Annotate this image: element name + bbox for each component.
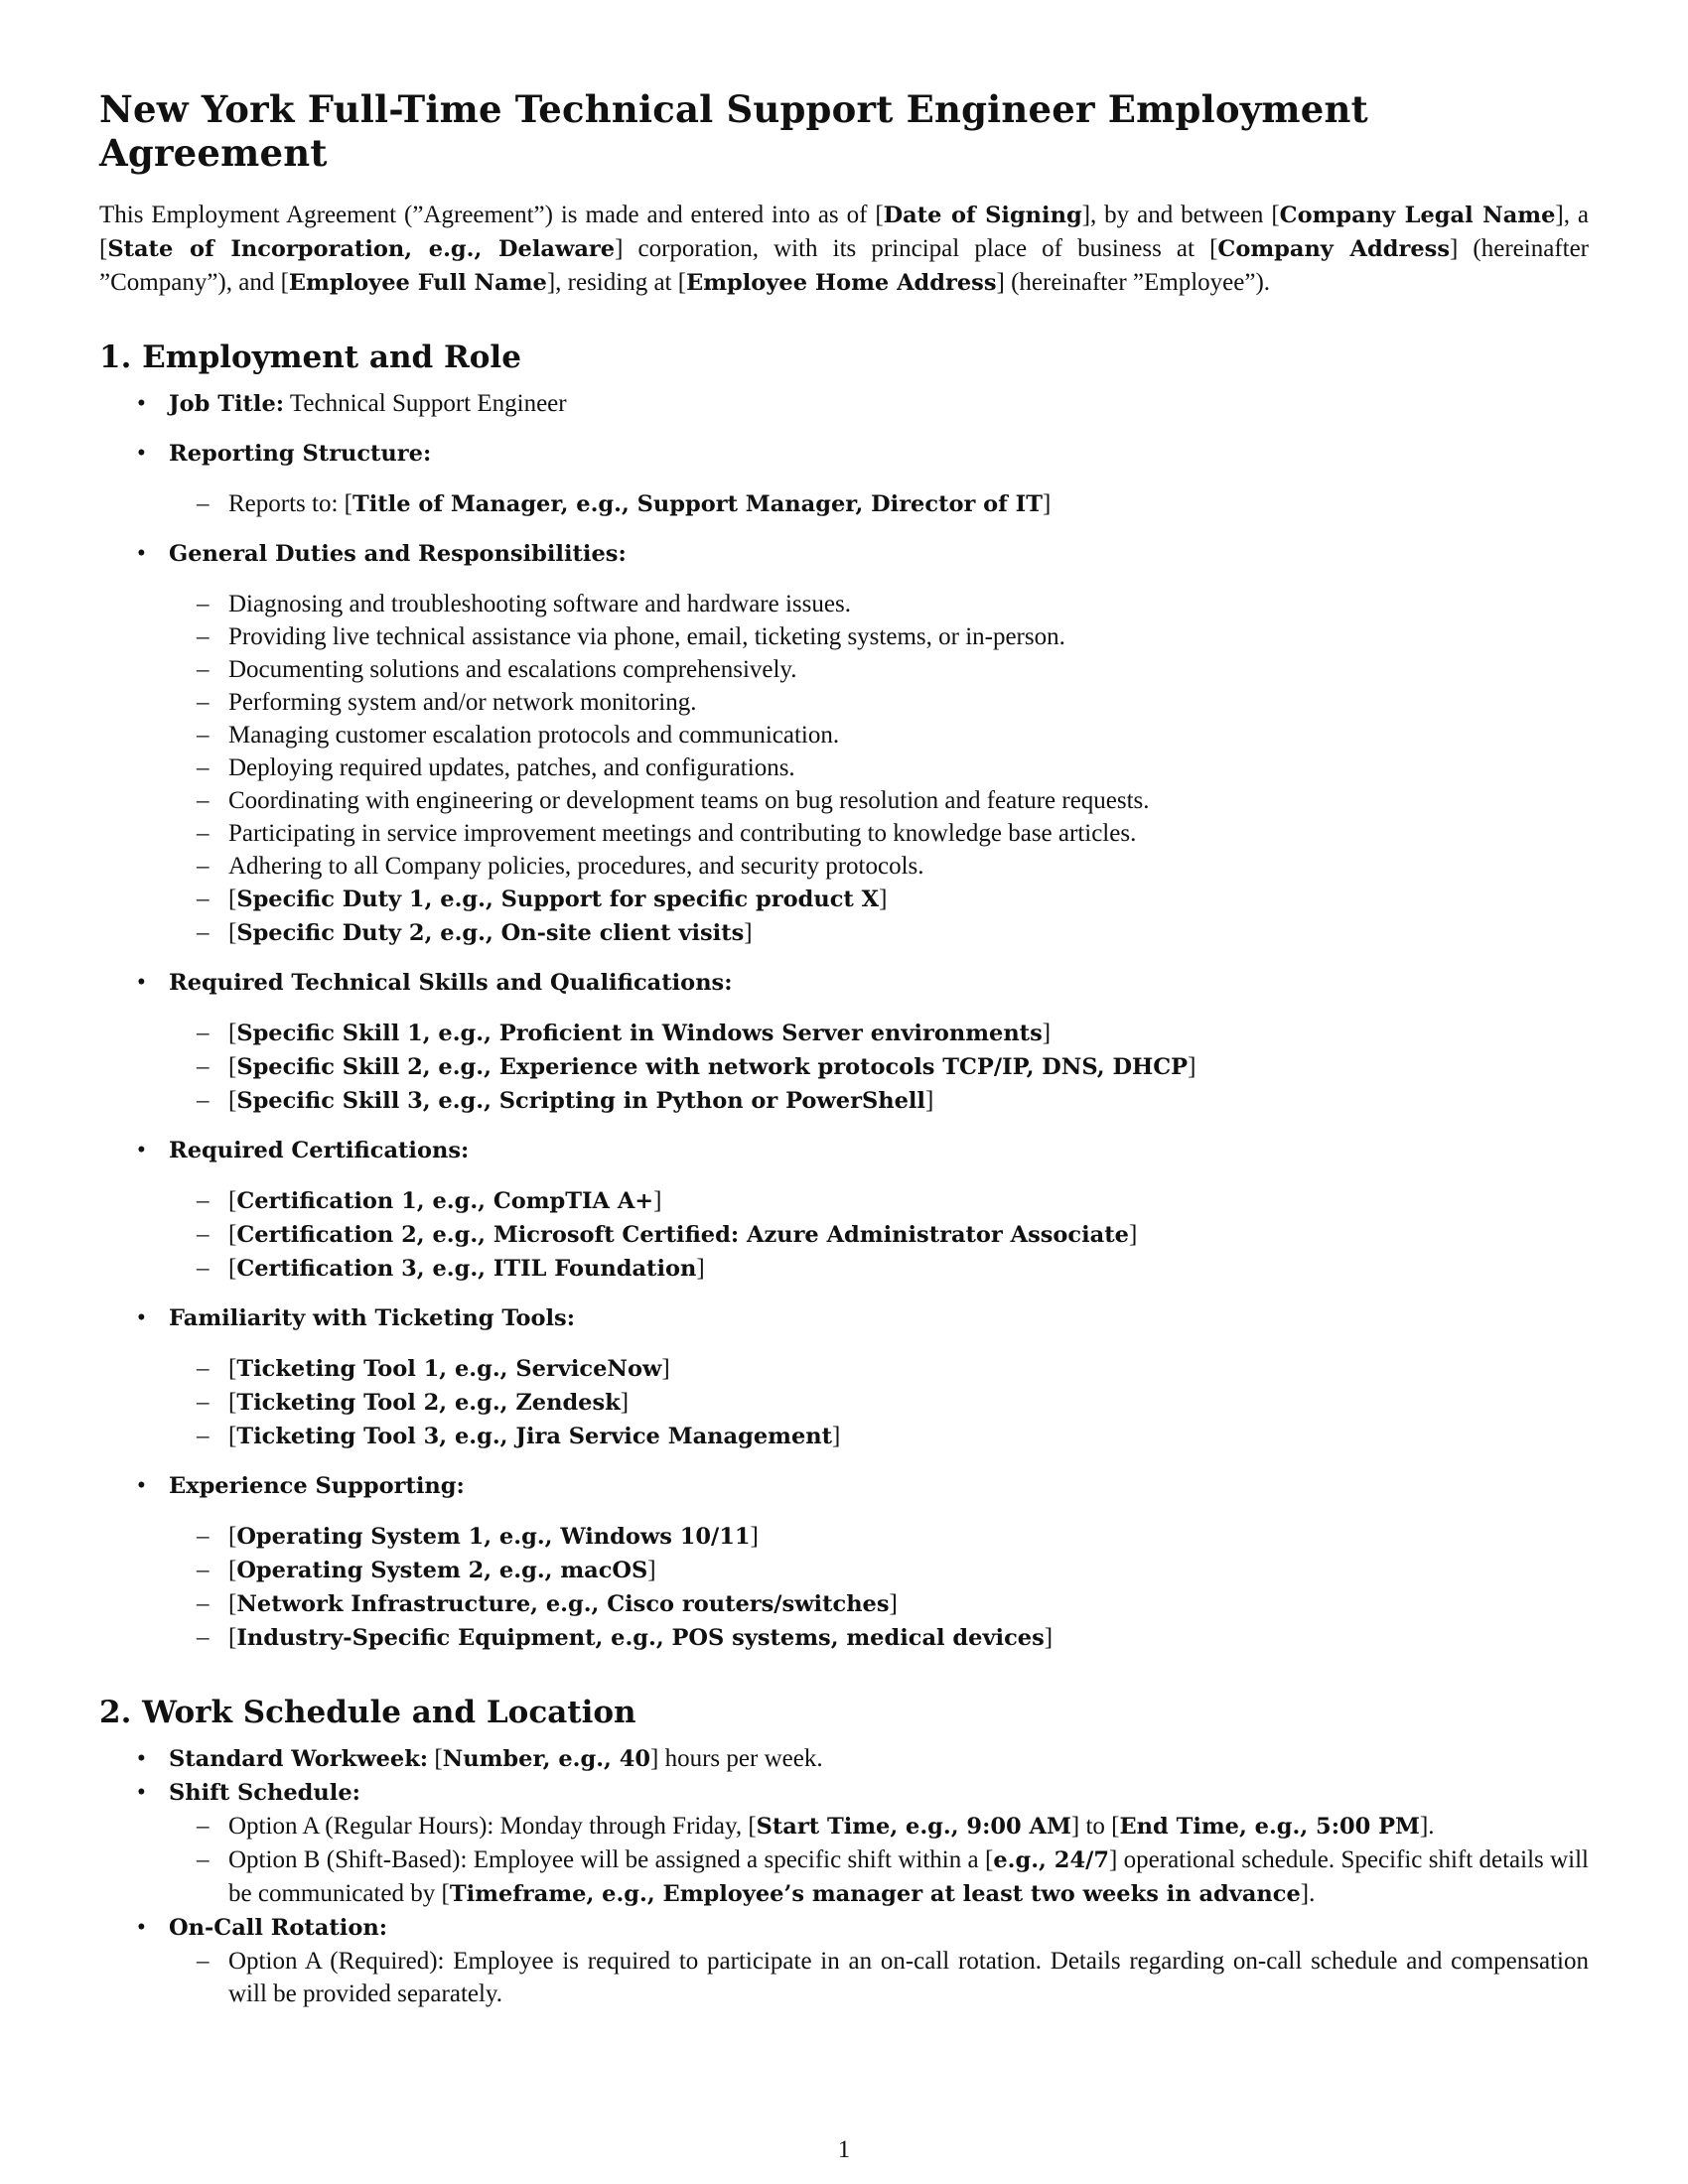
placeholder-specific-duty: Specific Duty 1, e.g., Support for specific product X <box>236 887 880 912</box>
job-title-value: Technical Support Engineer <box>289 390 567 417</box>
certifications-label: Required Certifications: <box>169 1138 470 1163</box>
list-item: – [Industry-Specific Equipment, e.g., POS systems, medical devices] <box>169 1621 1589 1655</box>
skills-label: Required Technical Skills and Qualifications: <box>169 970 733 996</box>
placeholder-date-of-signing: Date of Signing <box>883 203 1082 228</box>
list-item: – [Specific Duty 2, e.g., On-site client visits] <box>169 916 1589 950</box>
intro-paragraph <box>99 199 1589 300</box>
list-item-option-b <box>169 1843 1589 1911</box>
placeholder-certification: Certification 1, e.g., CompTIA A+ <box>236 1188 654 1214</box>
employment-role-list <box>99 387 1589 1655</box>
placeholder-schedule: e.g., 24/7 <box>993 1847 1109 1873</box>
ticketing-tools-label: Familiarity with Ticketing Tools: <box>169 1305 576 1331</box>
placeholder-ticketing-tool: Ticketing Tool 2, e.g., Zendesk <box>236 1390 621 1416</box>
section-heading-employment-role: 1. Employment and Role <box>99 340 521 375</box>
list-item-certifications <box>99 1134 1589 1286</box>
list-item: – Reports to: [Title of Manager, e.g., Support Manager, Director of IT] <box>169 487 1589 521</box>
shift-schedule-label: Shift Schedule: <box>169 1780 360 1806</box>
placeholder-manager-title: Title of Manager, e.g., Support Manager, Director of IT <box>352 491 1043 517</box>
experience-label: Experience Supporting: <box>169 1473 465 1499</box>
ticketing-tools-sublist <box>169 1352 1589 1453</box>
list-item: – [Operating System 1, e.g., Windows 10/11] <box>169 1520 1589 1554</box>
workweek-label: Standard Workweek: <box>169 1746 429 1772</box>
workweek-text: [ <box>428 1745 443 1772</box>
list-item-ticketing-tools <box>99 1301 1589 1453</box>
duties-label: General Duties and Responsibilities: <box>169 541 627 567</box>
reporting-structure-label: Reporting Structure: <box>169 441 432 467</box>
intro-text: ] corporation, with its principal place of business at [ <box>615 235 1218 262</box>
list-item-experience <box>99 1469 1589 1655</box>
list-item: – Diagnosing and troubleshooting software and hardware issues. <box>169 588 1589 620</box>
intro-text: ], a [ <box>99 202 1590 262</box>
shift-options-sublist <box>169 1810 1589 1911</box>
option-a-text: ]. <box>1419 1813 1435 1840</box>
placeholder-employee-home-address: Employee Home Address <box>686 270 997 296</box>
option-b-text: Option B (Shift-Based): Employee will be assigned a specific shift within a [ <box>228 1846 994 1873</box>
placeholder-specific-duty: Specific Duty 2, e.g., On-site client visits <box>236 920 745 946</box>
list-item: – [Operating System 2, e.g., macOS] <box>169 1554 1589 1587</box>
skills-sublist <box>169 1017 1589 1118</box>
option-b-text: ] operational schedule. Specific shift details will be communicated by [ <box>228 1846 1589 1907</box>
list-item-skills <box>99 966 1589 1118</box>
placeholder-certification: Certification 3, e.g., ITIL Foundation <box>236 1256 697 1282</box>
list-item-workweek <box>99 1742 1589 1776</box>
placeholder-company-address: Company Address <box>1217 236 1450 262</box>
list-item: – Managing customer escalation protocols and communication. <box>169 719 1589 751</box>
placeholder-skill: Specific Skill 3, e.g., Scripting in Python or PowerShell <box>236 1088 925 1114</box>
intro-text: This Employment Agreement (”Agreement”) is made and entered into as of [ <box>99 202 884 228</box>
option-a-text: ] to [ <box>1070 1813 1120 1840</box>
placeholder-state-of-incorporation: State of Incorporation, e.g., Delaware <box>107 236 616 262</box>
list-item: – [Specific Skill 3, e.g., Scripting in Python or PowerShell] <box>169 1084 1589 1118</box>
list-item: – Adhering to all Company policies, procedures, and security protocols. <box>169 850 1589 883</box>
placeholder-certification: Certification 2, e.g., Microsoft Certified: Azure Administrator Associate <box>236 1222 1129 1248</box>
list-item-on-call <box>99 1911 1589 2010</box>
placeholder-ticketing-tool: Ticketing Tool 3, e.g., Jira Service Management <box>236 1424 833 1449</box>
list-item: – [Specific Duty 1, e.g., Support for specific product X] <box>169 883 1589 916</box>
list-item: – Documenting solutions and escalations comprehensively. <box>169 653 1589 686</box>
list-item: – [Specific Skill 1, e.g., Proficient in Windows Server environments] <box>169 1017 1589 1050</box>
option-b-text: ]. <box>1300 1880 1316 1907</box>
list-item: – [Ticketing Tool 1, e.g., ServiceNow] <box>169 1352 1589 1386</box>
list-item-on-call-option-a: – Option A (Required): Employee is required to participate in an on-call rotation. Details regarding on-call schedule and compensation will be provided separately. <box>169 1945 1589 2010</box>
duties-sublist <box>169 588 1589 950</box>
placeholder-experience: Industry-Specific Equipment, e.g., POS systems, medical devices <box>236 1625 1045 1651</box>
reporting-sublist <box>169 487 1589 521</box>
list-item-duties <box>99 537 1589 950</box>
placeholder-skill: Specific Skill 1, e.g., Proficient in Windows Server environments <box>236 1021 1043 1046</box>
work-schedule-list <box>99 1742 1589 2010</box>
reports-to-text: Reports to: [ <box>228 490 352 517</box>
list-item-option-a <box>169 1810 1589 1843</box>
list-item: – [Ticketing Tool 2, e.g., Zendesk] <box>169 1386 1589 1420</box>
placeholder-ticketing-tool: Ticketing Tool 1, e.g., ServiceNow <box>236 1356 662 1382</box>
list-item: – [Certification 1, e.g., CompTIA A+] <box>169 1184 1589 1218</box>
placeholder-hours: Number, e.g., 40 <box>442 1746 651 1772</box>
placeholder-employee-full-name: Employee Full Name <box>288 270 547 296</box>
section-heading-work-schedule: 2. Work Schedule and Location <box>99 1695 636 1730</box>
experience-sublist <box>169 1520 1589 1655</box>
list-item: – [Specific Skill 2, e.g., Experience with network protocols TCP/IP, DNS, DHCP] <box>169 1050 1589 1084</box>
intro-text: ] (hereinafter ”Employee”). <box>996 269 1271 296</box>
list-item: – Participating in service improvement meetings and contributing to knowledge base articles. <box>169 817 1589 850</box>
on-call-sublist <box>169 1945 1589 2010</box>
placeholder-skill: Specific Skill 2, e.g., Experience with network protocols TCP/IP, DNS, DHCP <box>236 1054 1189 1080</box>
placeholder-experience: Operating System 2, e.g., macOS <box>236 1558 648 1583</box>
certifications-sublist <box>169 1184 1589 1286</box>
list-item-job-title <box>99 387 1589 421</box>
placeholder-end-time: End Time, e.g., 5:00 PM <box>1119 1814 1420 1840</box>
placeholder-start-time: Start Time, e.g., 9:00 AM <box>756 1814 1071 1840</box>
list-item: – [Network Infrastructure, e.g., Cisco routers/switches] <box>169 1587 1589 1621</box>
list-item: – Coordinating with engineering or development teams on bug resolution and feature requests. <box>169 784 1589 817</box>
intro-text: ], residing at [ <box>546 269 687 296</box>
page-number: 1 <box>837 2136 851 2163</box>
intro-text: ] (hereinafter ”Company”), and [ <box>99 235 1590 296</box>
on-call-label: On-Call Rotation: <box>169 1915 388 1941</box>
placeholder-timeframe: Timeframe, e.g., Employee’s manager at least two weeks in advance <box>449 1881 1301 1907</box>
option-a-text: Option A (Regular Hours): Monday through Friday, [ <box>228 1813 757 1840</box>
placeholder-company-legal-name: Company Legal Name <box>1279 203 1556 228</box>
placeholder-experience: Operating System 1, e.g., Windows 10/11 <box>236 1524 751 1550</box>
workweek-suffix: ] hours per week. <box>650 1745 823 1772</box>
list-item: – Deploying required updates, patches, and configurations. <box>169 751 1589 784</box>
placeholder-experience: Network Infrastructure, e.g., Cisco routers/switches <box>236 1591 890 1617</box>
list-item: – [Certification 2, e.g., Microsoft Certified: Azure Administrator Associate] <box>169 1218 1589 1252</box>
list-item: – Providing live technical assistance via phone, email, ticketing systems, or in-person. <box>169 620 1589 653</box>
list-item-reporting-structure <box>99 437 1589 521</box>
list-item: – Performing system and/or network monitoring. <box>169 686 1589 719</box>
document-title: New York Full-Time Technical Support Engineer Employment Agreement <box>99 87 1368 175</box>
list-item: – [Certification 3, e.g., ITIL Foundation] <box>169 1252 1589 1286</box>
document-page <box>99 87 1589 2010</box>
intro-text: ], by and between [ <box>1081 202 1280 228</box>
job-title-label: Job Title: <box>169 391 285 417</box>
list-item: – [Ticketing Tool 3, e.g., Jira Service Management] <box>169 1420 1589 1453</box>
list-item-shift-schedule <box>99 1776 1589 1911</box>
